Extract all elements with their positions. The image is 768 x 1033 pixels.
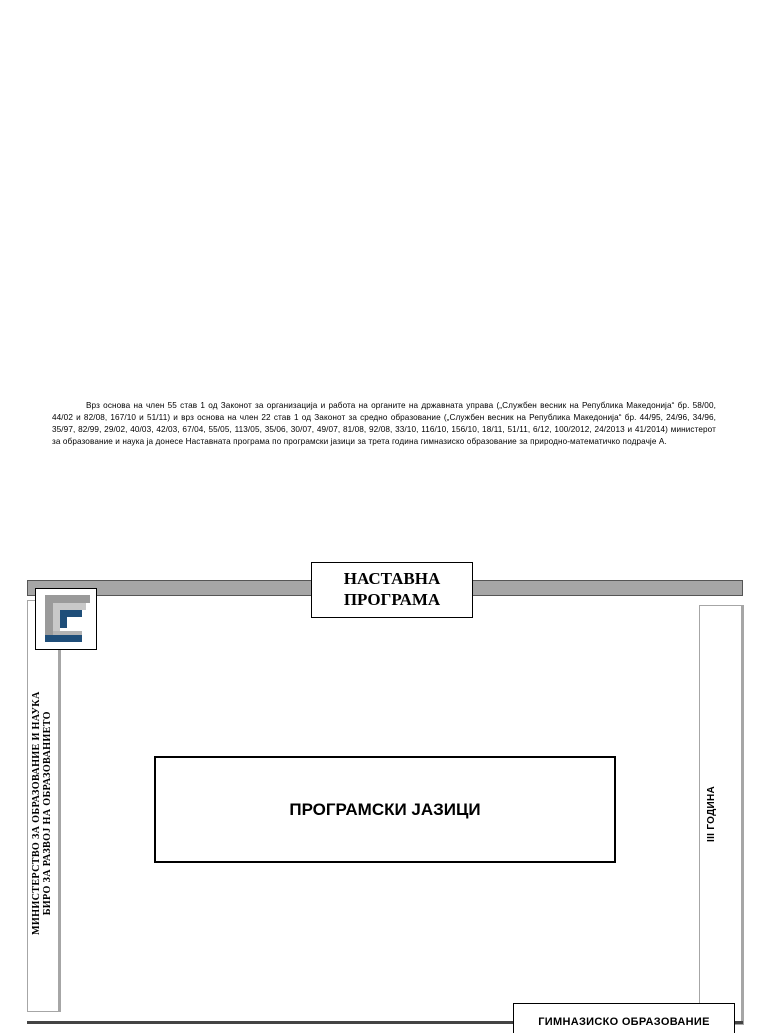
footer-label: ГИМНАЗИСКО ОБРАЗОВАНИЕ <box>538 1016 710 1028</box>
title-line-1: НАСТАВНА <box>343 569 441 588</box>
intro-paragraph: Врз основа на член 55 став 1 од Законот за организација и работа на органите на државната управа („Службен весник на Република Македонија“ бр. 58/00, 44/02 и 82/08, 167/10 и 51/11) и врз основа на член 22 став 1 од Законот за средно образование („Службен весник на Република Македонија“ бр. 44/95, 24/96, 34/96, 35/97, 82/99, 29/02, 40/03, 42/03, 67/04, 55/05, 113/05, 35/06, 30/07, 49/07, 81/08, 92/08, 33/10, 116/10, 156/10, 18/11, 51/11, 6/12, 100/2012, 24/2013 и 41/2014) министерот за образование и наука ја донесе Наставната програма по програмски јазици за трета година гимназиско образование за природно-математичко подрачје А. <box>52 401 716 447</box>
title-box <box>311 562 473 618</box>
logo-frame <box>35 588 97 650</box>
subject-box <box>154 756 616 863</box>
bureau-logo-icon <box>36 589 96 649</box>
subject-title: ПРОГРАМСКИ ЈАЗИЦИ <box>289 799 481 819</box>
year-label: III ГОДИНА <box>706 785 717 842</box>
ministry-vertical-label <box>31 691 53 935</box>
title-line-2: ПРОГРАМА <box>343 590 441 609</box>
bureau-name: БИРО ЗА РАЗВОЈ НА ОБРАЗОВАНИЕТО <box>42 711 53 916</box>
ministry-name: МИНИСТЕРСТВО ЗА ОБРАЗОВАНИЕ И НАУКА <box>31 691 42 935</box>
footer-label-box <box>513 1003 735 1033</box>
